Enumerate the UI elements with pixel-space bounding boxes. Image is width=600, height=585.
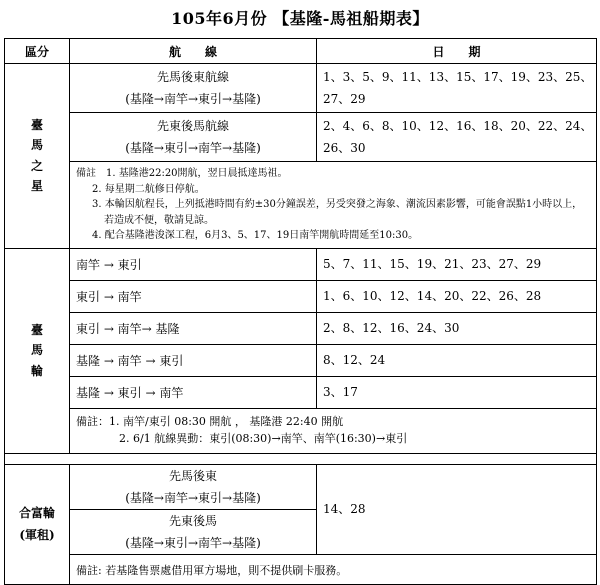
route-path: (基隆→南竿→東引→基隆) — [125, 92, 261, 106]
category-hefu: 合富輪 (軍租) — [5, 464, 70, 585]
hefu-note: 備註: 若基隆售票處借用軍方場地，則不提供刷卡服務。 — [70, 555, 597, 585]
route-name: 先馬後東 — [168, 468, 217, 483]
header-date: 日 期 — [317, 39, 597, 64]
route-cell: 南竿 → 東引 — [70, 248, 317, 280]
table-row — [5, 312, 597, 344]
route-cell: 基隆 → 南竿 → 東引 — [70, 344, 317, 376]
dates-cell: 5、7、11、15、19、21、23、27、29 — [317, 248, 597, 280]
dates-cell: 1、6、10、12、14、20、22、26、28 — [317, 280, 597, 312]
route-cell — [70, 64, 317, 113]
category-taima-ferry: 臺 馬 輪 — [5, 248, 70, 453]
table-row — [5, 344, 597, 376]
table-row — [5, 248, 597, 280]
route-path: (基隆→東引→南竿→基隆) — [125, 141, 261, 155]
note-line: 備註 1. 基隆港22:20開航，翌日晨抵達馬祖。 — [76, 168, 288, 179]
route-cell — [70, 464, 317, 509]
schedule-table — [4, 38, 597, 585]
dates-cell: 2、8、12、16、24、30 — [317, 312, 597, 344]
table-row — [5, 555, 597, 585]
route-cell — [70, 113, 317, 162]
route-path: (基隆→南竿→東引→基隆) — [125, 490, 261, 505]
table-header-row — [5, 39, 597, 64]
table-row — [5, 162, 597, 249]
dates-cell: 8、12、24 — [317, 344, 597, 376]
taima-ferry-notes — [70, 408, 597, 453]
note-line: 3. 本輪因航程長，上列抵港時間有約±30分鐘誤差，另受突發之海象、潮流因素影響，可能會誤點1小時以上，若造成不便，敬請見諒。 — [92, 199, 583, 226]
route-cell: 基隆 → 東引 → 南竿 — [70, 376, 317, 408]
note-line: 2. 6/1 航線異動：東引(08:30)→南竿、南竿(16:30)→東引 — [119, 431, 408, 445]
dates-cell: 1、3、5、9、11、13、15、17、19、23、25、27、29 — [317, 64, 597, 113]
table-row — [5, 376, 597, 408]
dates-cell: 2、4、6、8、10、12、16、18、20、22、24、26、30 — [317, 113, 597, 162]
table-row — [5, 408, 597, 453]
header-category: 區分 — [5, 39, 70, 64]
table-row — [5, 64, 597, 113]
note-line: 2. 每星期二航修日停航。 — [92, 183, 205, 195]
category-taima-star: 臺 馬 之 星 — [5, 64, 70, 249]
route-cell: 東引 → 南竿 — [70, 280, 317, 312]
route-name: 先東後馬 — [168, 513, 217, 528]
note-line: 備註：1. 南竿/東引 08:30 開航 ， 基隆港 22:40 開航 — [76, 415, 344, 428]
table-row — [5, 464, 597, 509]
dates-cell: 3、17 — [317, 376, 597, 408]
route-name: 先馬後東航線 — [156, 69, 229, 84]
table-row — [5, 113, 597, 162]
dates-cell: 14、28 — [317, 464, 597, 555]
route-cell: 東引 → 南竿→ 基隆 — [70, 312, 317, 344]
taima-star-notes — [70, 162, 597, 249]
section-spacer — [5, 453, 597, 464]
table-row — [5, 280, 597, 312]
route-path: (基隆→東引→南竿→基隆) — [125, 536, 261, 551]
note-line: 4. 配合基隆港浚深工程，6月3、5、17、19日南竿開航時間延至10:30。 — [92, 230, 419, 241]
route-name: 先東後馬航線 — [156, 118, 229, 133]
header-route: 航 線 — [70, 39, 317, 64]
route-cell — [70, 509, 317, 554]
page-title: 105年6月份 【基隆-馬祖船期表】 — [171, 9, 429, 28]
